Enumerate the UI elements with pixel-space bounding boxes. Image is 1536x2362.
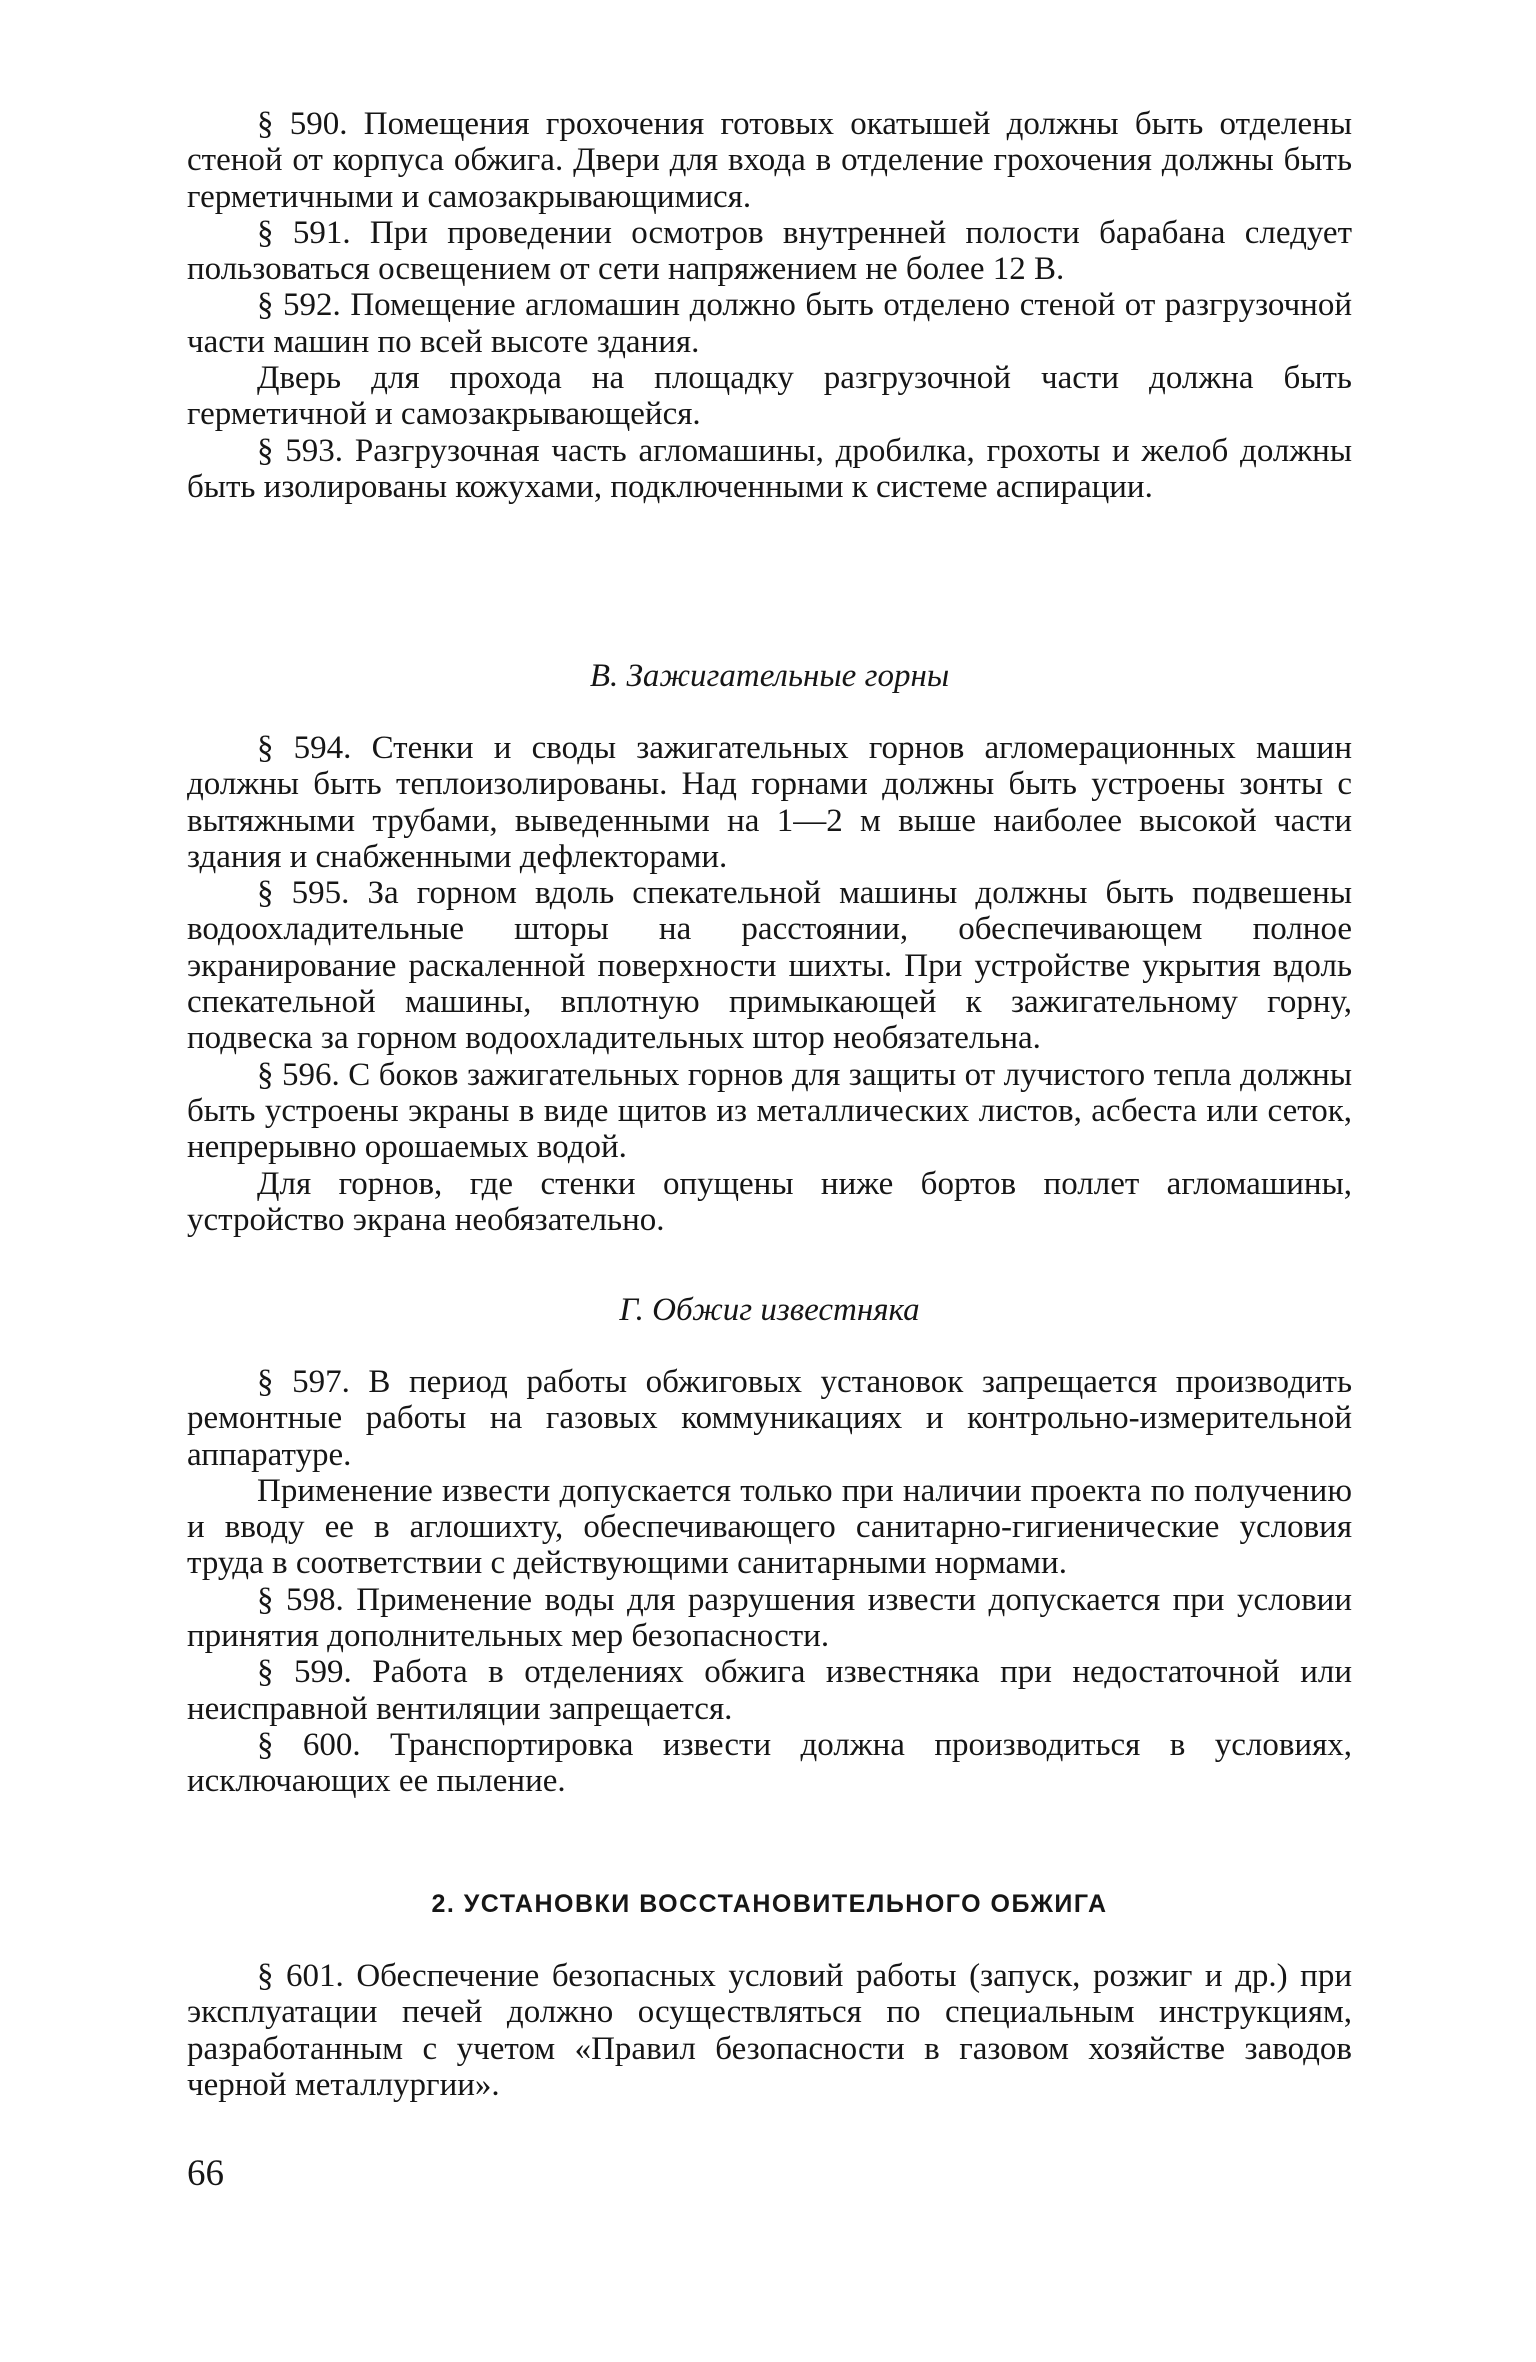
paragraph-596: § 596. С боков зажигательных горнов для защиты от лучистого тепла должны быть устроены экраны в виде щитов из металлических листов, асбеста или сеток, непрерывно орошаемых водой. <box>187 1056 1352 1166</box>
section-heading-ignition-hearths: В. Зажигательные горны <box>589 658 950 694</box>
paragraph-592: § 592. Помещение агломашин должно быть отделено стеной от разгрузочной части машин по всей высоте здания. <box>187 287 1352 360</box>
paragraph-595: § 595. За горном вдоль спекательной машины должны быть подвешены водоохладительные шторы на расстоянии, обеспечивающем полное экранирование раскаленной поверхности шихты. При устройстве укрытия вдоль спекательной машины, вплотную примыкающей к зажигательному горну, подвеска за горном водоохладительных штор необязательна. <box>187 875 1352 1057</box>
paragraph-598: § 598. Применение воды для разрушения извести допускается при условии принятия дополнительных мер безопасности. <box>187 1581 1352 1655</box>
paragraph-600: § 600. Транспортировка извести должна производиться в условиях, исключающих ее пыление. <box>187 1726 1352 1800</box>
text-block-590-593 <box>187 106 1352 505</box>
paragraph-597-lime: Применение извести допускается только при наличии проекта по получению и вводу ее в аглошихту, обеспечивающего санитарно-гигиенические условия труда в соответствии с действующими санитарными нормами. <box>187 1472 1352 1582</box>
paragraph-592-door: Дверь для прохода на площадку разгрузочной части должна быть герметичной и самозакрывающейся. <box>187 360 1352 433</box>
page-number: 66 <box>187 2153 224 2194</box>
paragraph-591: § 591. При проведении осмотров внутренней полости барабана следует пользоваться освещением от сети напряжением не более 12 В. <box>187 214 1352 288</box>
text-block-601 <box>187 1958 1352 2103</box>
paragraph-594: § 594. Стенки и своды зажигательных горнов агломерационных машин должны быть теплоизолированы. Над горнами должны быть устроены зонты с вытяжными трубами, выведенными на 1—2 м выше наиболее высокой части здания и снабженными дефлекторами. <box>187 730 1352 875</box>
paragraph-596-hearths: Для горнов, где стенки опущены ниже бортов поллет агломашины, устройство экрана необязательно. <box>187 1165 1352 1238</box>
paragraph-590: § 590. Помещения грохочения готовых окатышей должны быть отделены стеной от корпуса обжига. Двери для входа в отделение грохочения должны быть герметичными и самозакрывающимися. <box>187 106 1352 215</box>
paragraph-597: § 597. В период работы обжиговых установок запрещается производить ремонтные работы на газовых коммуникациях и контрольно-измерительной аппаратуре. <box>187 1364 1352 1473</box>
text-block-597-600 <box>187 1364 1352 1800</box>
section-heading-limestone-firing: Г. Обжиг известняка <box>619 1292 920 1328</box>
paragraph-593: § 593. Разгрузочная часть агломашины, дробилка, грохоты и желоб должны быть изолированы кожухами, подключенными к системе аспирации. <box>187 432 1352 505</box>
text-block-594-596 <box>187 730 1352 1238</box>
section-heading-reduction-firing: 2. УСТАНОВКИ ВОССТАНОВИТЕЛЬНОГО ОБЖИГА <box>431 1890 1108 1918</box>
paragraph-599: § 599. Работа в отделениях обжига известняка при недостаточной или неисправной вентиляции запрещается. <box>187 1654 1352 1727</box>
paragraph-601: § 601. Обеспечение безопасных условий работы (запуск, розжиг и др.) при эксплуатации печей должно осуществляться по специальным инструкциям, разработанным с учетом «Правил безопасности в газовом хозяйстве заводов черной металлургии». <box>187 1958 1352 2103</box>
